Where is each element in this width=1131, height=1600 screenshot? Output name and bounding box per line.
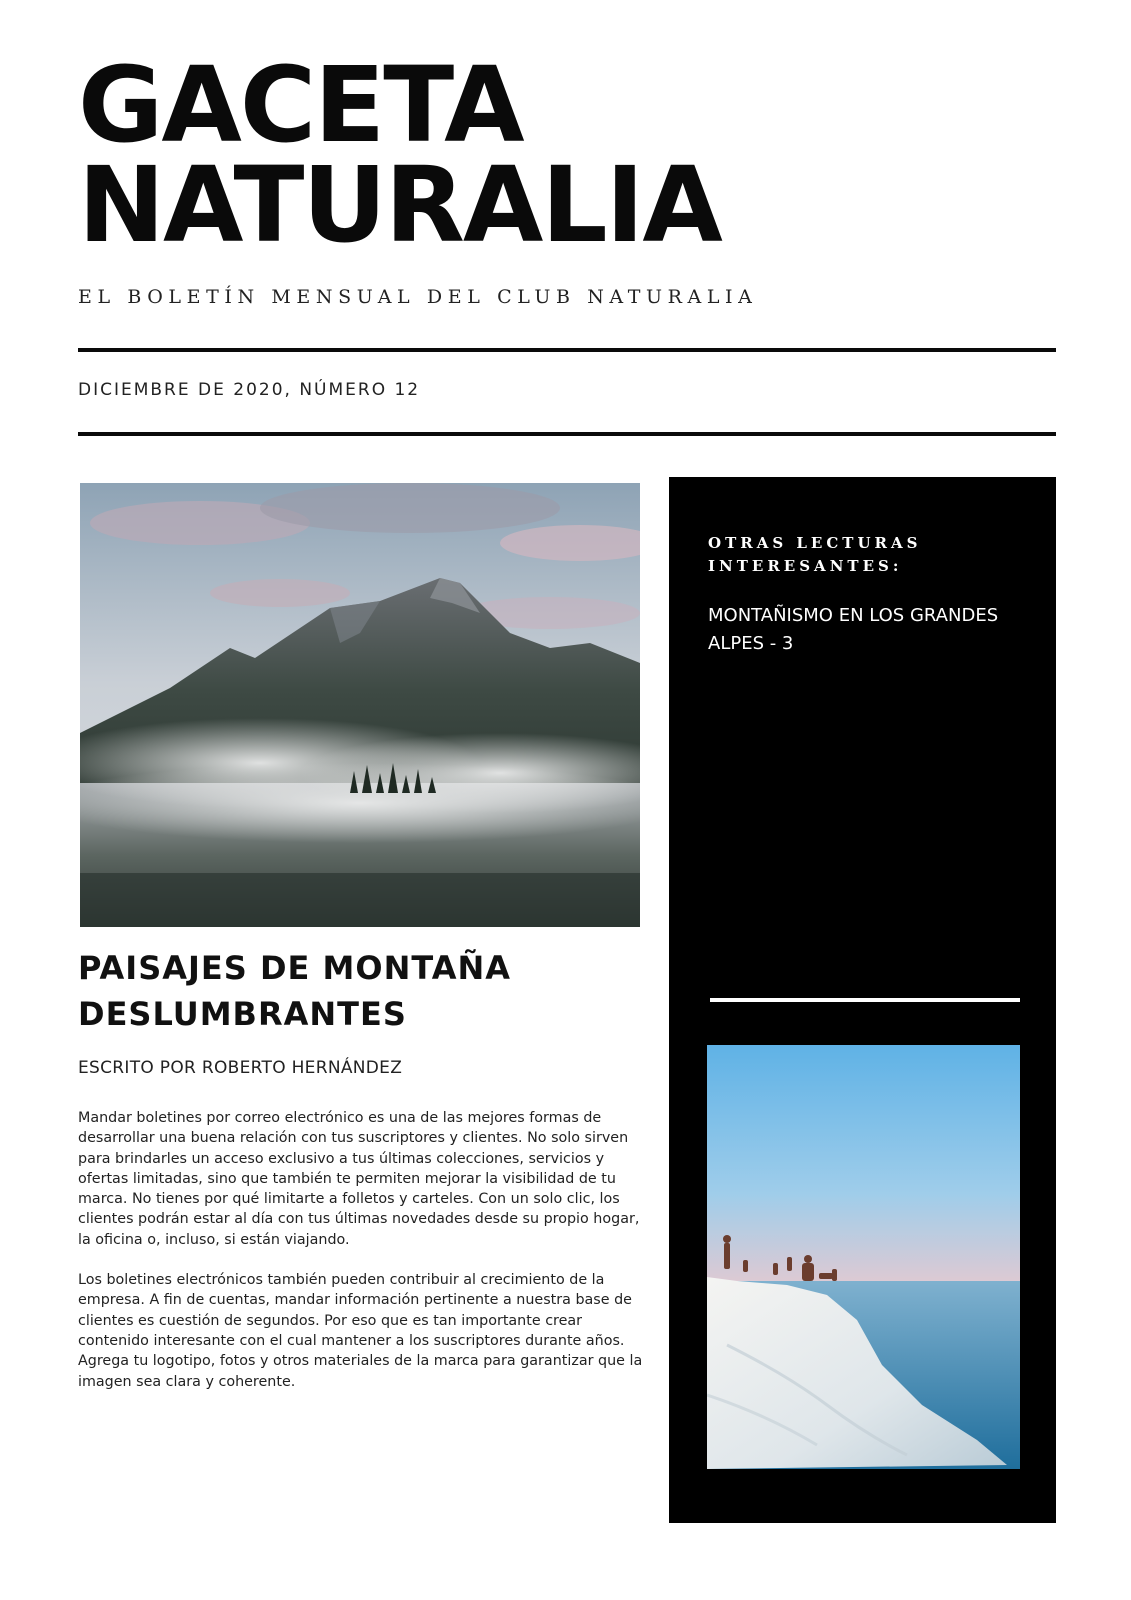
article-byline: ESCRITO POR ROBERTO HERNÁNDEZ xyxy=(78,1058,403,1078)
coast-photo xyxy=(707,1045,1020,1469)
mountain-photo xyxy=(80,483,640,927)
sidebar-link[interactable]: MONTAÑISMO EN LOS GRANDES ALPES - 3 xyxy=(708,605,999,654)
sidebar-divider xyxy=(710,998,1020,1002)
issue-date: DICIEMBRE DE 2020, NÚMERO 12 xyxy=(78,380,421,400)
sidebar-heading: OTRAS LECTURAS INTERESANTES: xyxy=(708,534,922,575)
article-title: PAISAJES DE MONTAÑA DESLUMBRANTES xyxy=(78,949,511,1033)
newsletter-title-line-1: GACETA xyxy=(78,44,523,166)
newsletter-subtitle: EL BOLETÍN MENSUAL DEL CLUB NATURALIA xyxy=(78,286,758,308)
newsletter-title xyxy=(78,44,778,266)
bottom-divider xyxy=(78,432,1056,436)
top-divider xyxy=(78,348,1056,352)
article-paragraph-1: Mandar boletines por correo electrónico es una de las mejores formas de desarrollar una buena relación con tus suscriptores y clientes. No solo sirven para brindarles un acceso exclusivo a tus últimas colecciones, servicios y ofertas limitadas, sino que también te permiten mejorar la visibilidad de tu marca. No tienes por qué limitarte a folletos y carteles. Con un solo clic, los clientes podrán estar al día con tus últimas novedades desde su propio hogar, la oficina o, incluso, si están viajando. xyxy=(78,1110,640,1248)
article-body xyxy=(78,1108,650,1412)
newsletter-title-line-2: NATURALIA xyxy=(78,144,721,266)
article-paragraph-2: Los boletines electrónicos también pueden contribuir al crecimiento de la empresa. A fin de cuentas, mandar información pertinente a nuestra base de clientes es cuestión de segundos. Por eso que es tan importante crear contenido interesante con el cual mantener a los suscriptores durante años. Agrega tu logotipo, fotos y otros materiales de la marca para garantizar que la imagen sea clara y coherente. xyxy=(78,1272,643,1390)
